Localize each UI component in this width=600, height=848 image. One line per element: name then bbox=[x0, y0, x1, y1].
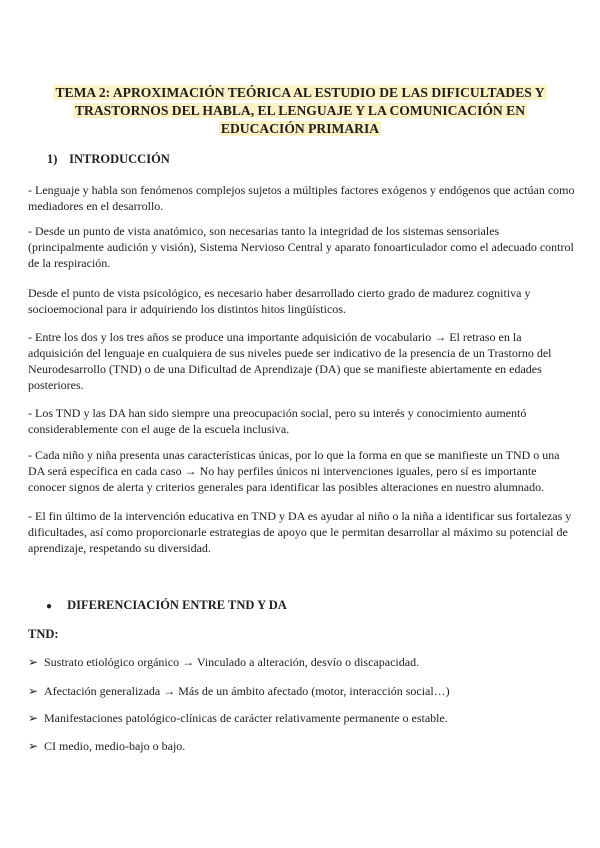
list-item bbox=[28, 654, 419, 670]
paragraph: - Entre los dos y los tres años se produce una importante adquisición de vocabulario → El retraso en la adquisición del lenguaje en cualquiera de sus niveles puede ser indicativo de la presencia de un Trastorno del Neurodesarrollo (TND) o de una Dificultad de Aprendizaje (DA) que se manifieste abiertamente en edades posteriores. bbox=[28, 330, 552, 392]
bullet-icon: ● bbox=[46, 601, 53, 612]
section-heading-introduccion bbox=[47, 151, 170, 167]
document-title bbox=[34, 84, 566, 138]
arrow-bullet-icon: ➢ bbox=[28, 684, 39, 698]
list-item bbox=[28, 710, 448, 726]
paragraph: - Desde un punto de vista anatómico, son necesarias tanto la integridad de los sistemas sensoriales (principalmente audición y visión), Sistema Nervioso Central y aparato fonoarticulador como el adecuado control de la respiración. bbox=[28, 224, 574, 270]
arrow-bullet-icon: ➢ bbox=[28, 655, 39, 669]
list-item-text: Manifestaciones patológico-clínicas de carácter relativamente permanente o estable. bbox=[44, 711, 448, 725]
list-item-text: Afectación generalizada → Más de un ámbito afectado (motor, interacción social…) bbox=[44, 684, 450, 698]
section-heading-text: INTRODUCCIÓN bbox=[69, 152, 170, 166]
arrow-bullet-icon: ➢ bbox=[28, 711, 39, 725]
paragraph: - El fin último de la intervención educativa en TND y DA es ayudar al niño o la niña a identificar sus fortalezas y dificultades, así como proporcionarle estrategias de apoyo que le permitan desarrollar al máximo su potencial de aprendizaje, respetando su diversidad. bbox=[28, 509, 572, 555]
paragraph: - Lenguaje y habla son fenómenos complejos sujetos a múltiples factores exógenos y endógenos que actúan como mediadores en el desarrollo. bbox=[28, 183, 575, 213]
list-item bbox=[28, 683, 450, 699]
paragraph: - Los TND y las DA han sido siempre una preocupación social, pero su interés y conocimiento aumentó considerablemente con el auge de la escuela inclusiva. bbox=[28, 406, 527, 436]
section-heading-diferenciacion bbox=[46, 597, 287, 615]
paragraph: Desde el punto de vista psicológico, es necesario haber desarrollado cierto grado de madurez cognitiva y socioemocional para ir adquiriendo los distintos hitos lingüísticos. bbox=[28, 286, 531, 316]
list-item-text: Sustrato etiológico orgánico → Vinculado a alteración, desvío o discapacidad. bbox=[44, 655, 420, 669]
paragraph: - Cada niño y niña presenta unas características únicas, por lo que la forma en que se manifieste un TND o una DA será específica en cada caso → No hay perfiles únicos ni intervenciones iguales, pero sí es importante conocer signos de alerta y criterios generales para identificar las posibles alteraciones en nuestro alumnado. bbox=[28, 448, 560, 494]
list-item-text: CI medio, medio-bajo o bajo. bbox=[44, 739, 186, 753]
section-number: 1) bbox=[47, 152, 58, 166]
document-title-text: TEMA 2: APROXIMACIÓN TEÓRICA AL ESTUDIO DE LAS DIFICULTADES Y TRASTORNOS DEL HABLA, EL LENGUAJE Y LA COMUNICACIÓN EN EDUCACIÓN PRIMARIA bbox=[55, 85, 545, 136]
list-item bbox=[28, 738, 185, 754]
section-heading-text: DIFERENCIACIÓN ENTRE TND Y DA bbox=[67, 598, 287, 612]
arrow-bullet-icon: ➢ bbox=[28, 739, 39, 753]
tnd-label: TND: bbox=[28, 627, 59, 641]
